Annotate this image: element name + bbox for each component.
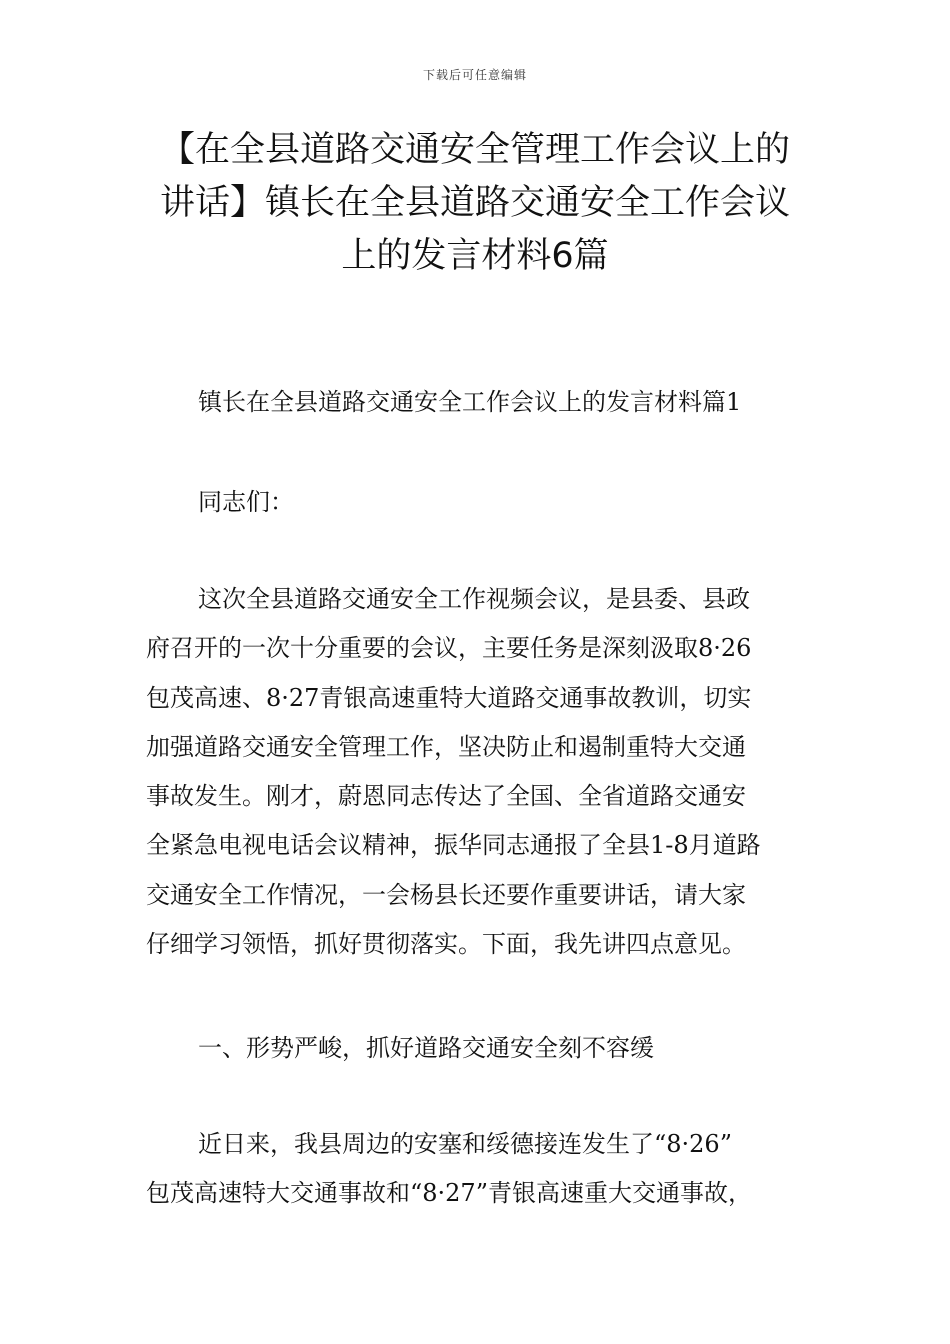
paragraph-line: 事故发生。刚才，蔚恩同志传达了全国、全省道路交通安 — [146, 782, 746, 811]
title-line: 【在全县道路交通安全管理工作会议上的 — [159, 130, 790, 170]
paragraph-line: 包茂高速特大交通事故和“8·27”青银高速重大交通事故， — [146, 1179, 752, 1208]
title-line: 上的发言材料6篇 — [341, 236, 609, 276]
paragraph-line: 府召开的一次十分重要的会议，主要任务是深刻汲取8·26 — [146, 634, 752, 663]
paragraph-line: 近日来，我县周边的安塞和绥德接连发生了“8·26” — [198, 1130, 732, 1158]
greeting: 同志们： — [198, 488, 294, 516]
paragraph-line: 全紧急电视电话会议精神，振华同志通报了全县1-8月道路 — [146, 831, 761, 860]
header-note: 下载后可任意编辑 — [422, 68, 527, 82]
paragraph-line: 这次全县道路交通安全工作视频会议，是县委、县政 — [198, 585, 750, 613]
document-title — [140, 124, 810, 283]
paragraph-line: 仔细学习领悟，抓好贯彻落实。下面，我先讲四点意见。 — [146, 930, 746, 959]
paragraph-line: 加强道路交通安全管理工作，坚决防止和遏制重特大交通 — [146, 732, 746, 761]
document-subheading: 镇长在全县道路交通安全工作会议上的发言材料篇1 — [198, 388, 742, 416]
title-line: 讲话】镇长在全县道路交通安全工作会议 — [159, 183, 790, 223]
section-heading: 一、形势严峻，抓好道路交通安全刻不容缓 — [198, 1034, 654, 1062]
paragraph-line: 包茂高速、8·27青银高速重特大道路交通事故教训，切实 — [146, 683, 752, 712]
paragraph-line: 交通安全工作情况，一会杨县长还要作重要讲话，请大家 — [146, 880, 746, 909]
paragraph-2 — [146, 1120, 826, 1219]
paragraph-1 — [146, 575, 826, 969]
